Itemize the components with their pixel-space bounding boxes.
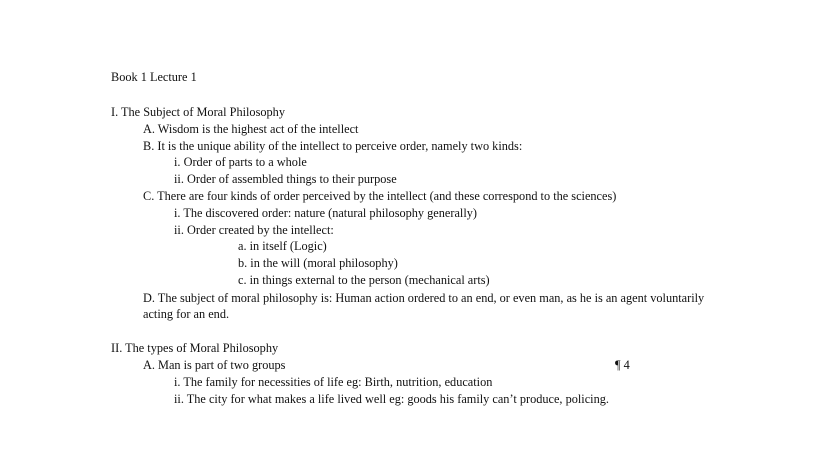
section-1-heading: I. The Subject of Moral Philosophy — [111, 105, 285, 119]
section-1-item-c-ii: ii. Order created by the intellect: — [174, 223, 334, 237]
section-2-item-a: A. Man is part of two groups — [143, 358, 286, 372]
section-1-item-d-line-1: D. The subject of moral philosophy is: Human action ordered to an end, or even man, as he is an agent voluntarily — [143, 291, 705, 305]
section-1-item-c: C. There are four kinds of order perceived by the intellect (and these correspond to the sciences) — [143, 189, 617, 203]
section-2-item-a-i: i. The family for necessities of life eg: Birth, nutrition, education — [174, 375, 493, 389]
paragraph-marker: ¶ 4 — [615, 358, 630, 372]
section-1-item-c-ii-b: b. in the will (moral philosophy) — [238, 256, 398, 270]
section-2-heading: II. The types of Moral Philosophy — [111, 341, 279, 355]
section-1-item-c-ii-c: c. in things external to the person (mechanical arts) — [238, 273, 490, 287]
section-2-item-a-ii: ii. The city for what makes a life lived well eg: goods his family can’t produce, policing. — [174, 392, 609, 406]
document-title: Book 1 Lecture 1 — [111, 70, 197, 84]
section-1-item-c-i: i. The discovered order: nature (natural philosophy generally) — [174, 206, 477, 220]
section-1-item-b: B. It is the unique ability of the intellect to perceive order, namely two kinds: — [143, 139, 523, 153]
section-1-item-c-ii-a: a. in itself (Logic) — [238, 239, 327, 253]
section-1-item-b-i: i. Order of parts to a whole — [174, 155, 307, 169]
section-1-item-d-line-2: acting for an end. — [143, 307, 230, 321]
section-1-item-a: A. Wisdom is the highest act of the intellect — [143, 122, 359, 136]
section-1-item-b-ii: ii. Order of assembled things to their purpose — [174, 172, 397, 186]
